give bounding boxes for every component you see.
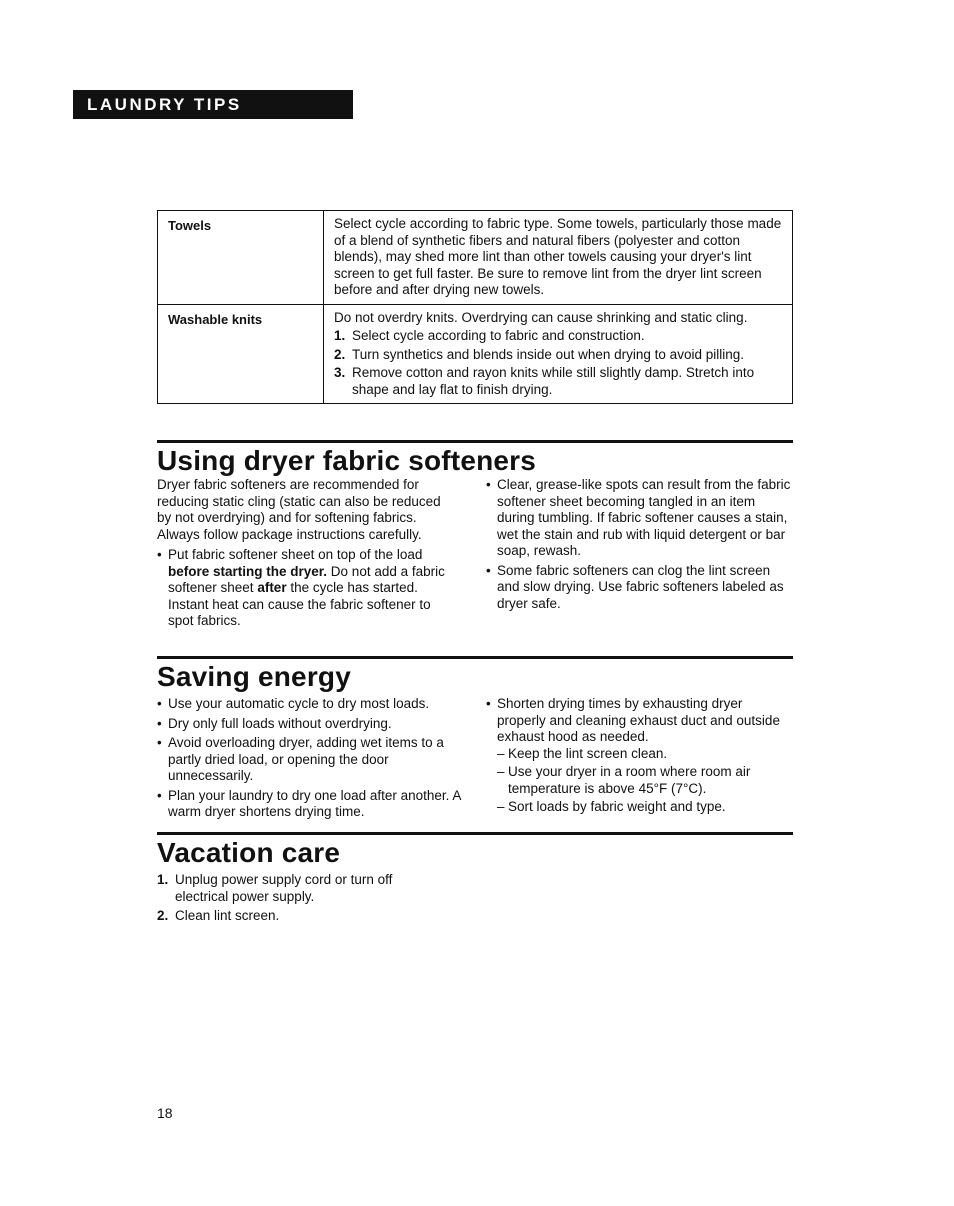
softeners-left-bullets bbox=[157, 547, 457, 630]
list-item: – Sort loads by fabric weight and type. bbox=[497, 799, 786, 816]
list-item: • Avoid overloading dryer, adding wet items to a partly dried load, or opening the door unnecessarily. bbox=[157, 735, 463, 785]
energy-left-bullets bbox=[157, 696, 463, 821]
list-item bbox=[486, 696, 786, 816]
list-item: – Use your dryer in a room where room air temperature is above 45°F (7°C). bbox=[497, 764, 786, 797]
softeners-right-bullets bbox=[486, 477, 792, 612]
list-item: • Plan your laundry to dry one load after another. A warm dryer shortens drying time. bbox=[157, 788, 463, 821]
list-item bbox=[157, 547, 457, 630]
bullet-text: Put fabric softener sheet on top of the load bbox=[168, 547, 423, 562]
bullet-emphasis: before starting the dryer. bbox=[168, 563, 328, 579]
vacation-column bbox=[157, 872, 437, 928]
section-title: Saving energy bbox=[157, 661, 352, 692]
list-item: • Some fabric softeners can clog the lint screen and slow drying. Use fabric softeners labeled as dryer safe. bbox=[486, 563, 792, 613]
step-number: 2. bbox=[157, 908, 169, 923]
tip-steps bbox=[334, 328, 784, 398]
list-item: • Dry only full loads without overdrying. bbox=[157, 716, 463, 733]
tip-topic: Towels bbox=[158, 211, 324, 305]
page-number: 18 bbox=[157, 1105, 173, 1121]
list-item bbox=[157, 872, 437, 905]
step-text: Turn synthetics and blends inside out when drying to avoid pilling. bbox=[352, 346, 744, 362]
list-item bbox=[334, 365, 784, 398]
step-text: Select cycle according to fabric and construction. bbox=[352, 328, 645, 343]
list-item: • Clear, grease-like spots can result from the fabric softener sheet becoming tangled in an item during tumbling. If fabric softener causes a stain, wet the stain and rub with liquid detergent or bar soap, rewash. bbox=[486, 477, 792, 560]
step-text: Remove cotton and rayon knits while still slightly damp. Stretch into shape and lay flat to finish drying. bbox=[352, 365, 755, 397]
section-divider bbox=[157, 832, 793, 835]
bullet-text: Shorten drying times by exhausting dryer properly and cleaning exhaust duct and outside exhaust hood as needed. bbox=[497, 696, 780, 744]
softeners-left-column bbox=[157, 477, 457, 633]
step-text: Unplug power supply cord or turn off electrical power supply. bbox=[175, 872, 393, 904]
step-number: 1. bbox=[157, 872, 169, 887]
section-title: Vacation care bbox=[157, 837, 341, 868]
section-divider bbox=[157, 656, 793, 659]
step-number: 2. bbox=[334, 346, 346, 362]
list-item: • Use your automatic cycle to dry most loads. bbox=[157, 696, 463, 713]
bullet-text: Do not add a fabric softener sheet bbox=[168, 563, 445, 595]
energy-sub-list bbox=[497, 746, 786, 816]
tip-topic: Washable knits bbox=[158, 304, 324, 404]
softeners-right-column bbox=[486, 477, 792, 615]
energy-right-column bbox=[486, 696, 786, 819]
section-divider bbox=[157, 440, 793, 443]
list-item bbox=[157, 908, 437, 925]
list-item bbox=[334, 347, 784, 364]
list-item: – Keep the lint screen clean. bbox=[497, 746, 786, 763]
vacation-steps bbox=[157, 872, 437, 925]
section-header-title: LAUNDRY TIPS bbox=[87, 95, 242, 114]
energy-left-column bbox=[157, 696, 463, 824]
energy-right-bullets bbox=[486, 696, 786, 816]
laundry-tips-table bbox=[157, 210, 793, 404]
section-title: Using dryer fabric softeners bbox=[157, 445, 537, 476]
list-item bbox=[334, 328, 784, 345]
tip-intro: Do not overdry knits. Overdrying can cause shrinking and static cling. bbox=[334, 309, 748, 325]
table-row bbox=[158, 211, 793, 305]
softeners-intro: Dryer fabric softeners are recommended for reducing static cling (static can also be reduced by not overdrying) and for softening fabrics. Always follow package instructions carefully. bbox=[157, 477, 441, 542]
section-header-bar bbox=[73, 90, 353, 119]
table-row bbox=[158, 304, 793, 404]
bullet-emphasis: after bbox=[257, 580, 287, 595]
step-number: 1. bbox=[334, 328, 346, 343]
step-number: 3. bbox=[334, 365, 346, 380]
tip-description bbox=[324, 304, 793, 404]
bullet-text: the cycle has started. Instant heat can cause the fabric softener to spot fabrics. bbox=[168, 580, 431, 628]
step-text: Clean lint screen. bbox=[175, 908, 280, 923]
tip-description: Select cycle according to fabric type. Some towels, particularly those made of a blend of synthetic fibers and natural fibers (polyester and cotton blends), may shed more lint than other towels causing your dryer's lint screen to get full faster. Be sure to remove lint from the dryer lint screen before and after drying new towels. bbox=[324, 211, 793, 305]
